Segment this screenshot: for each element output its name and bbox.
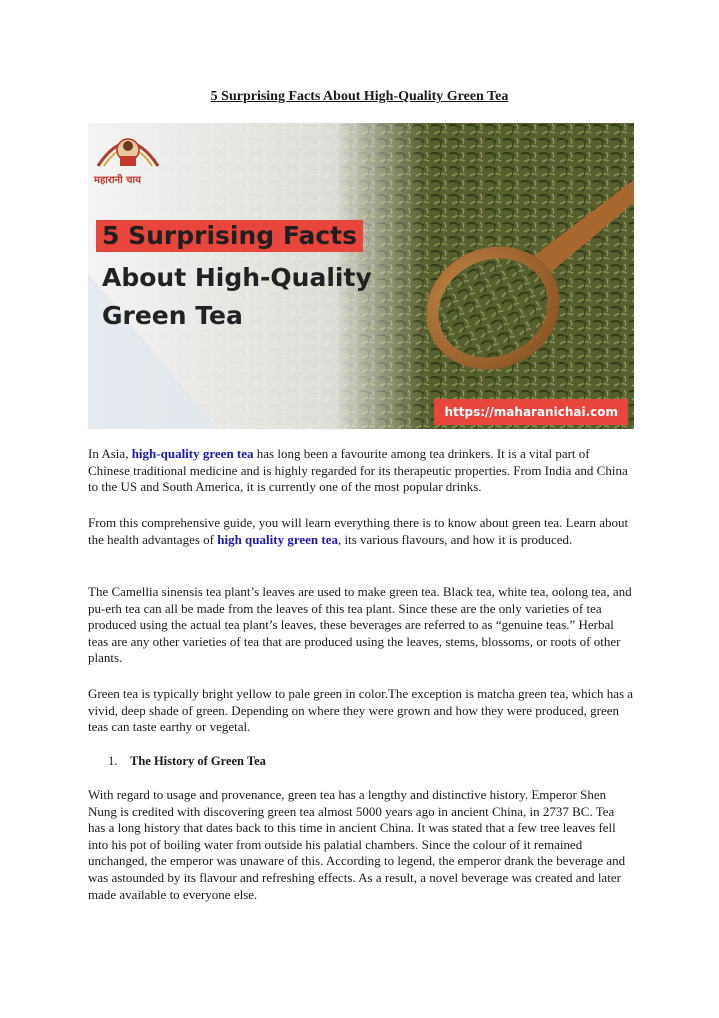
paragraph-guide [88,515,634,548]
page-title: 5 Surprising Facts About High-Quality Green Tea [210,89,509,104]
p2-text-before: From this comprehensive guide, you will learn everything there is to know about green tea. Learn about the health advantages of [88,515,629,547]
banner-headline-line3: Green Tea [102,301,243,330]
high-quality-green-tea-link[interactable]: high-quality green tea [131,446,254,461]
high-quality-green-tea-link-2[interactable]: high quality green tea [217,531,338,547]
paragraph-intro [88,446,634,496]
paragraph-history: With regard to usage and provenance, green tea has a lengthy and distinctive history. Emperor Shen Nung is credited with discovering green tea almost 5000 years ago in ancient China, in 2737 BC. Tea has a long history that dates back to this time in ancient China. It was stated that a few tree leaves fell into his pot of boiling water from outside his palatial chambers. Since the colour of it remained unchanged, the emperor was unaware of this. According to legend, the emperor drank the beverage and was astounded by its flavour and refreshing effects. As a result, a novel beverage was created and later made available to everyone else. [88,787,626,902]
p1-text-after: has long been a favourite among tea drinkers. It is a vital part of Chinese traditional medicine and is highly regarded for its therapeutic properties. From India and China to the US and South America, it is currently one of the most popular drinks. [88,446,628,495]
p1-text-before: In Asia, [88,446,132,461]
list-heading-history [108,754,266,769]
banner-url-badge: https://maharanichai.com [434,399,628,425]
hero-banner-image [88,123,634,429]
p2-text-after: , its various flavours, and how it is produced. [337,531,573,547]
logo-text: महारानी चाय [94,175,141,186]
banner-headline-line1: 5 Surprising Facts [96,220,363,252]
list-number: 1. [108,754,118,768]
paragraph-color: Green tea is typically bright yellow to pale green in color.The exception is matcha green tea, which has a vivid, deep shade of green. Depending on where they were grown and how they were produced, green teas can taste earthy or vegetal. [88,686,634,735]
list-heading-text: The History of Green Tea [130,754,266,768]
paragraph-camellia: The Camellia sinensis tea plant’s leaves are used to make green tea. Black tea, white tea, oolong tea, and pu-erh tea can all be made from the leaves of this tea plant. Since these are the only varieties of tea produced using the actual tea plant’s leaves, these beverages are referred to as “genuine teas.” Herbal teas are any other varieties of tea that are produced using the leaves, stems, blossoms, or roots of other plants. [88,584,632,666]
banner-headline-line2: About High-Quality [102,263,372,292]
logo-emblem-icon [92,126,164,190]
